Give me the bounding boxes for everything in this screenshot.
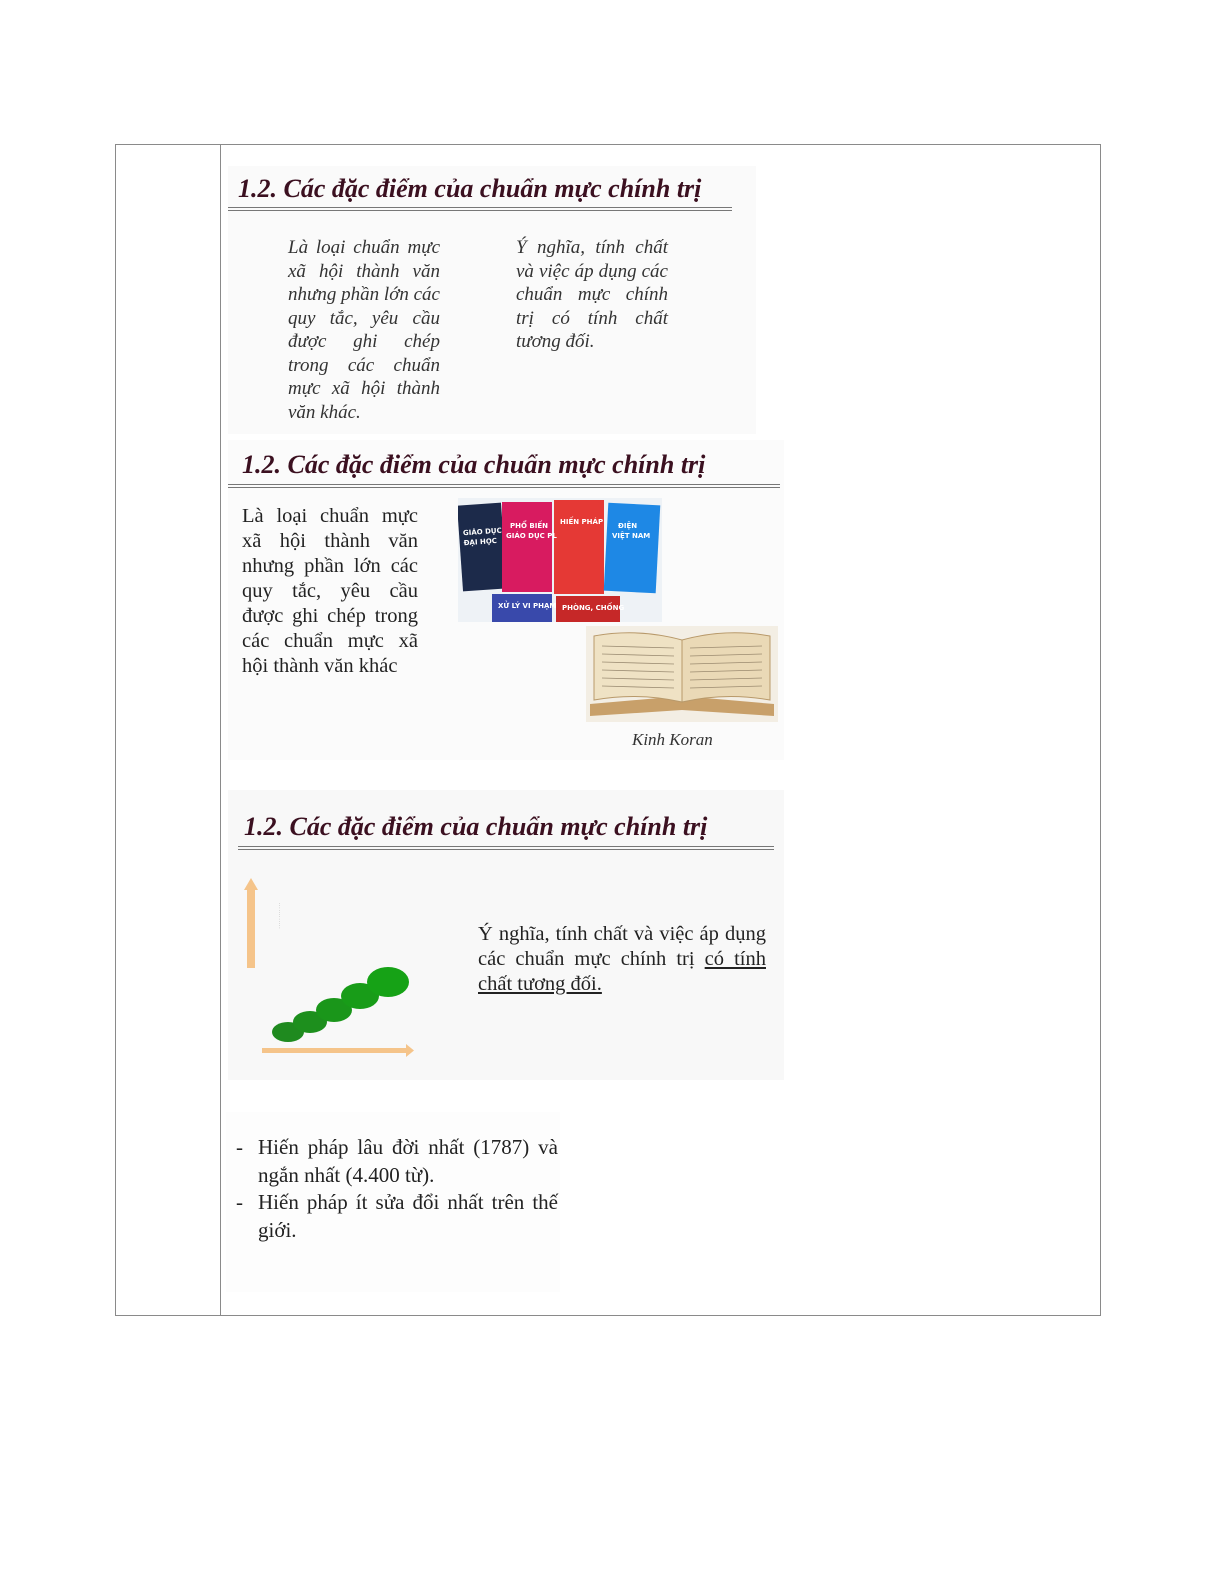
slide-1-title-rule — [228, 207, 732, 211]
slide-3-title-rule — [238, 846, 774, 850]
growth-circle — [367, 967, 409, 997]
koran-book-image — [586, 626, 778, 722]
book-cover — [502, 502, 552, 592]
slide-1-left-text: Là loại chuẩn mực xã hội thành văn nhưng phần lớn các quy tắc, yêu cầu được ghi chép trong các chuẩn mực xã hội thành văn khác. — [288, 237, 440, 423]
svg-text:· · · · · · · · · · · ·: · · · · · · · · · · · · — [278, 902, 282, 929]
book-cover — [554, 500, 604, 594]
svg-text:HIẾN PHÁP: HIẾN PHÁP — [560, 518, 604, 526]
slide-3 — [228, 790, 784, 1080]
svg-text:GIÁO DỤC: GIÁO DỤC — [462, 526, 502, 538]
slide-1 — [228, 166, 756, 434]
slide-1-right-text: Ý nghĩa, tính chất và việc áp dụng các chuẩn mực chính trị có tính chất tương đối. — [516, 237, 668, 352]
slide-3-title: 1.2. Các đặc điểm của chuẩn mực chính trị — [244, 812, 708, 841]
column-divider — [220, 145, 221, 1315]
slide-2-text: Là loại chuẩn mực xã hội thành văn nhưng phần lớn các quy tắc, yêu cầu được ghi chép trong các chuẩn mực xã hội thành văn khác — [242, 505, 418, 677]
list-item: - Hiến pháp lâu đời nhất (1787) và ngắn nhất (4.400 từ). — [232, 1134, 558, 1189]
svg-text:VIỆT NAM: VIỆT NAM — [612, 532, 651, 540]
slide-3-text-plain: Ý nghĩa, tính chất và việc áp dụng các chuẩn mực chính trị — [478, 923, 766, 970]
slide-2-title-rule — [228, 484, 780, 488]
slide-3-text — [478, 922, 766, 997]
svg-text:ĐẠI HỌC: ĐẠI HỌC — [463, 536, 498, 548]
law-books-image — [458, 498, 662, 622]
slide-1-title: 1.2. Các đặc điểm của chuẩn mực chính trị — [238, 174, 702, 203]
svg-text:PHÒNG, CHỐNG: PHÒNG, CHỐNG — [562, 604, 625, 612]
svg-text:ĐIỆN: ĐIỆN — [618, 522, 638, 530]
growth-diagram — [240, 876, 416, 1060]
koran-caption: Kinh Koran — [632, 730, 713, 749]
list-item: - Hiến pháp ít sửa đổi nhất trên thế giới. — [232, 1189, 558, 1244]
notes-block — [226, 1112, 560, 1292]
svg-text:GIÁO DỤC PL: GIÁO DỤC PL — [506, 532, 557, 540]
slide-2-title: 1.2. Các đặc điểm của chuẩn mực chính trị — [242, 450, 706, 479]
svg-text:PHỔ BIẾN: PHỔ BIẾN — [510, 522, 548, 530]
slide-2 — [228, 440, 784, 760]
slide-3-text-underlined: có tính chất tương đối. — [478, 948, 766, 995]
notes-list — [232, 1134, 558, 1244]
vertical-arrow — [244, 878, 258, 968]
svg-text:XỬ LÝ VI PHẠM: XỬ LÝ VI PHẠM — [498, 602, 557, 610]
book-cover — [604, 503, 661, 594]
